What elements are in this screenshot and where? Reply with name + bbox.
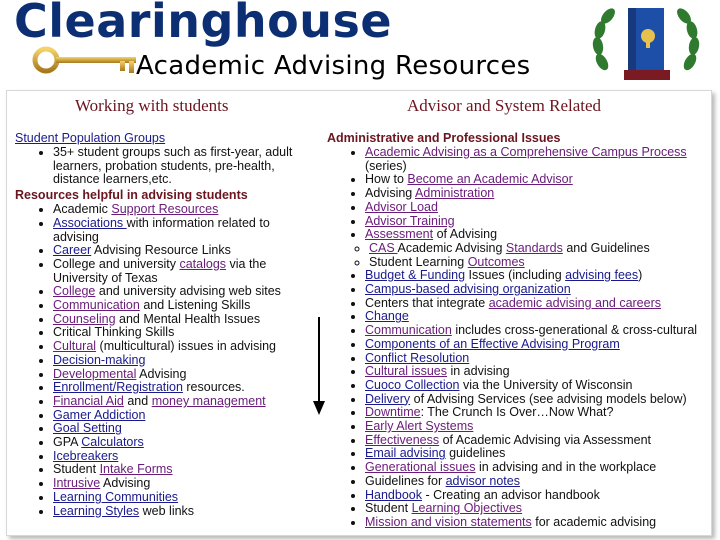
item-text: Student Learning bbox=[369, 254, 468, 269]
item-link[interactable]: Icebreakers bbox=[53, 448, 119, 463]
item-link[interactable]: Support Resources bbox=[111, 202, 219, 217]
item-link[interactable]: Career bbox=[53, 243, 92, 258]
item-link[interactable]: Cuoco Collection bbox=[365, 377, 460, 392]
item-link[interactable]: Gamer Addiction bbox=[53, 407, 146, 422]
list-item bbox=[365, 324, 707, 338]
list-item bbox=[365, 187, 707, 201]
item-text: and Guidelines bbox=[562, 240, 650, 255]
key-icon bbox=[32, 44, 142, 80]
list-item bbox=[53, 477, 315, 491]
item-link[interactable]: Components of an Effective Advising Program bbox=[365, 336, 620, 351]
item-link[interactable]: Become an Academic Advisor bbox=[407, 172, 573, 187]
list-item bbox=[365, 146, 707, 173]
list-item bbox=[365, 420, 707, 434]
item-link[interactable]: catalogs bbox=[179, 256, 227, 271]
left-column bbox=[15, 131, 315, 518]
item-text: Advising bbox=[136, 366, 187, 381]
item-text: Advising bbox=[100, 476, 151, 491]
right-column bbox=[327, 131, 707, 530]
item-text: Advising bbox=[365, 186, 416, 201]
item-link[interactable]: Email advising bbox=[365, 446, 446, 461]
item-text: Student bbox=[365, 501, 412, 516]
item-link[interactable]: academic advising and careers bbox=[488, 295, 662, 310]
list-item bbox=[365, 365, 707, 379]
item-text: Academic bbox=[53, 202, 112, 217]
admin-issues-list-cont bbox=[327, 269, 707, 529]
list-item bbox=[53, 422, 315, 436]
admin-issues-heading: Administrative and Professional Issues bbox=[327, 131, 561, 145]
item-text: Issues (including bbox=[465, 268, 566, 283]
banner bbox=[0, 0, 720, 90]
item-link[interactable]: Intake Forms bbox=[99, 462, 173, 477]
item-text: : The Crunch Is Over…Now What? bbox=[420, 405, 614, 420]
list-item bbox=[365, 516, 707, 530]
item-link[interactable]: Decision-making bbox=[53, 352, 146, 367]
item-text: for academic advising bbox=[531, 514, 657, 529]
item-link[interactable]: Financial Aid bbox=[53, 393, 124, 408]
banner-subtitle: Academic Advising Resources bbox=[136, 51, 531, 81]
list-item bbox=[365, 352, 707, 366]
list-item bbox=[53, 463, 315, 477]
item-link[interactable]: Learning Objectives bbox=[411, 501, 523, 516]
list-item bbox=[53, 203, 315, 217]
item-link[interactable]: Campus-based advising organization bbox=[365, 282, 571, 297]
item-link[interactable]: Administration bbox=[415, 186, 495, 201]
item-link[interactable]: Goal Setting bbox=[53, 421, 122, 436]
list-item bbox=[365, 310, 707, 324]
list-item bbox=[365, 228, 707, 242]
item-link[interactable]: Advisor Training bbox=[365, 213, 455, 228]
list-item bbox=[365, 475, 707, 489]
list-item bbox=[365, 447, 707, 461]
list-item bbox=[53, 354, 315, 368]
item-link[interactable]: Mission and vision statements bbox=[365, 514, 532, 529]
item-link[interactable]: College bbox=[53, 284, 96, 299]
item-link[interactable]: Conflict Resolution bbox=[365, 350, 470, 365]
item-text: of Academic Advising via Assessment bbox=[439, 432, 652, 447]
list-item bbox=[365, 173, 707, 187]
item-link[interactable]: Communication bbox=[53, 298, 140, 313]
list-item bbox=[53, 409, 315, 423]
list-item bbox=[365, 461, 707, 475]
item-link[interactable]: Academic Advising as a Comprehensive Campus Process bbox=[365, 145, 687, 159]
item-link[interactable]: Handbook bbox=[365, 487, 422, 502]
list-item bbox=[53, 491, 315, 505]
item-link[interactable]: Effectiveness bbox=[365, 432, 440, 447]
list-item bbox=[365, 502, 707, 516]
item-text: (multicultural) issues in advising bbox=[96, 339, 277, 354]
item-link[interactable]: CAS bbox=[369, 240, 398, 255]
item-link[interactable]: Assessment bbox=[365, 227, 434, 242]
item-text: (series) bbox=[365, 158, 407, 173]
list-item bbox=[369, 256, 707, 270]
list-item bbox=[365, 434, 707, 448]
item-text: Academic Advising bbox=[397, 240, 506, 255]
list-item: • 35+ student groups such as first-year, adult learners, probation students, pre-health, distance learners,etc. bbox=[53, 146, 315, 187]
item-link[interactable]: Learning Styles bbox=[53, 503, 140, 518]
admin-issues-list bbox=[327, 146, 707, 242]
list-item bbox=[365, 201, 707, 215]
item-link[interactable]: Intrusive bbox=[53, 476, 101, 491]
student-population-groups-link[interactable]: Student Population Groups bbox=[15, 131, 166, 145]
list-item bbox=[365, 406, 707, 420]
list-item bbox=[53, 340, 315, 354]
list-item bbox=[53, 436, 315, 450]
item-link[interactable]: advisor notes bbox=[445, 473, 520, 488]
list-item bbox=[53, 326, 315, 340]
item-link[interactable]: money management bbox=[151, 393, 266, 408]
item-text: Critical Thinking Skills bbox=[53, 325, 175, 340]
book-laurel-icon bbox=[590, 2, 702, 88]
content-frame bbox=[6, 90, 712, 536]
list-item bbox=[365, 297, 707, 311]
list-item bbox=[365, 269, 707, 283]
banner-title: Clearinghouse bbox=[14, 0, 393, 48]
list-item bbox=[365, 379, 707, 393]
item-link[interactable]: Associations bbox=[53, 215, 127, 230]
item-text: and university advising web sites bbox=[95, 284, 281, 299]
item-text: and bbox=[123, 393, 152, 408]
item-link[interactable]: Cultural bbox=[53, 339, 97, 354]
list-item bbox=[53, 368, 315, 382]
right-column-heading: Advisor and System Related bbox=[407, 96, 602, 115]
item-text: Centers that integrate bbox=[365, 295, 489, 310]
list-item bbox=[53, 217, 315, 244]
item-link[interactable]: Delivery bbox=[365, 391, 411, 406]
item-text: Student bbox=[53, 462, 100, 477]
item-link[interactable]: Developmental bbox=[53, 366, 137, 381]
list-item bbox=[365, 338, 707, 352]
item-link[interactable]: Advisor Load bbox=[365, 199, 438, 214]
item-link[interactable]: Outcomes bbox=[467, 254, 525, 269]
item-text: College and university bbox=[53, 256, 180, 271]
item-text: GPA bbox=[53, 435, 82, 450]
item-link[interactable]: Early Alert Systems bbox=[365, 419, 474, 434]
item-text: in advising and in the workplace bbox=[475, 460, 657, 475]
left-column-heading: Working with students bbox=[75, 96, 229, 115]
item-text: web links bbox=[139, 503, 195, 518]
item-text: via the University of Wisconsin bbox=[459, 377, 633, 392]
list-item bbox=[53, 285, 315, 299]
list-item bbox=[53, 313, 315, 327]
item-text: resources. bbox=[182, 380, 245, 395]
item-text: via the University of Texas bbox=[53, 256, 267, 285]
list-item bbox=[53, 244, 315, 258]
item-link[interactable]: Counseling bbox=[53, 311, 116, 326]
item-link[interactable]: advising fees bbox=[565, 268, 639, 283]
assessment-sublist bbox=[327, 242, 707, 269]
item-text: of Advising Services (see advising models below) bbox=[410, 391, 687, 406]
item-link[interactable]: Cultural issues bbox=[365, 364, 447, 379]
item-text: Guidelines for bbox=[365, 473, 446, 488]
item-link[interactable]: Learning Communities bbox=[53, 489, 179, 504]
list-item bbox=[369, 242, 707, 256]
list-item bbox=[53, 505, 315, 519]
item-text: in advising bbox=[446, 364, 510, 379]
item-text: and Listening Skills bbox=[139, 298, 251, 313]
list-item bbox=[53, 450, 315, 464]
item-text: How to bbox=[365, 172, 408, 187]
item-text: guidelines bbox=[445, 446, 506, 461]
item-text: - Creating an advisor handbook bbox=[422, 487, 600, 502]
list-item bbox=[53, 395, 315, 409]
item-link[interactable]: Generational issues bbox=[365, 460, 476, 475]
item-link[interactable]: Standards bbox=[505, 240, 563, 255]
list-item bbox=[365, 489, 707, 503]
item-link[interactable]: Budget & Funding bbox=[365, 268, 466, 283]
down-arrow-icon bbox=[313, 317, 325, 417]
list-item bbox=[53, 258, 315, 285]
item-link[interactable]: Calculators bbox=[81, 435, 144, 450]
item-text: of Advising bbox=[433, 227, 498, 242]
list-item bbox=[53, 299, 315, 313]
list-item bbox=[53, 381, 315, 395]
list-item bbox=[365, 215, 707, 229]
item-text: with information related to advising bbox=[53, 215, 270, 244]
item-text: Advising Resource Links bbox=[91, 243, 231, 258]
item-text: and Mental Health Issues bbox=[115, 311, 261, 326]
resources-heading: Resources helpful in advising students bbox=[15, 188, 248, 203]
item-link[interactable]: Communication bbox=[365, 323, 452, 338]
list-item bbox=[365, 393, 707, 407]
list-item bbox=[365, 283, 707, 297]
resources-list bbox=[15, 203, 315, 518]
item-text: ) bbox=[638, 268, 643, 283]
item-link[interactable]: Downtime bbox=[365, 405, 421, 420]
item-text: includes cross-generational & cross-cultural bbox=[451, 323, 698, 338]
item-link[interactable]: Change bbox=[365, 309, 409, 324]
item-link[interactable]: Enrollment/Registration bbox=[53, 380, 183, 395]
